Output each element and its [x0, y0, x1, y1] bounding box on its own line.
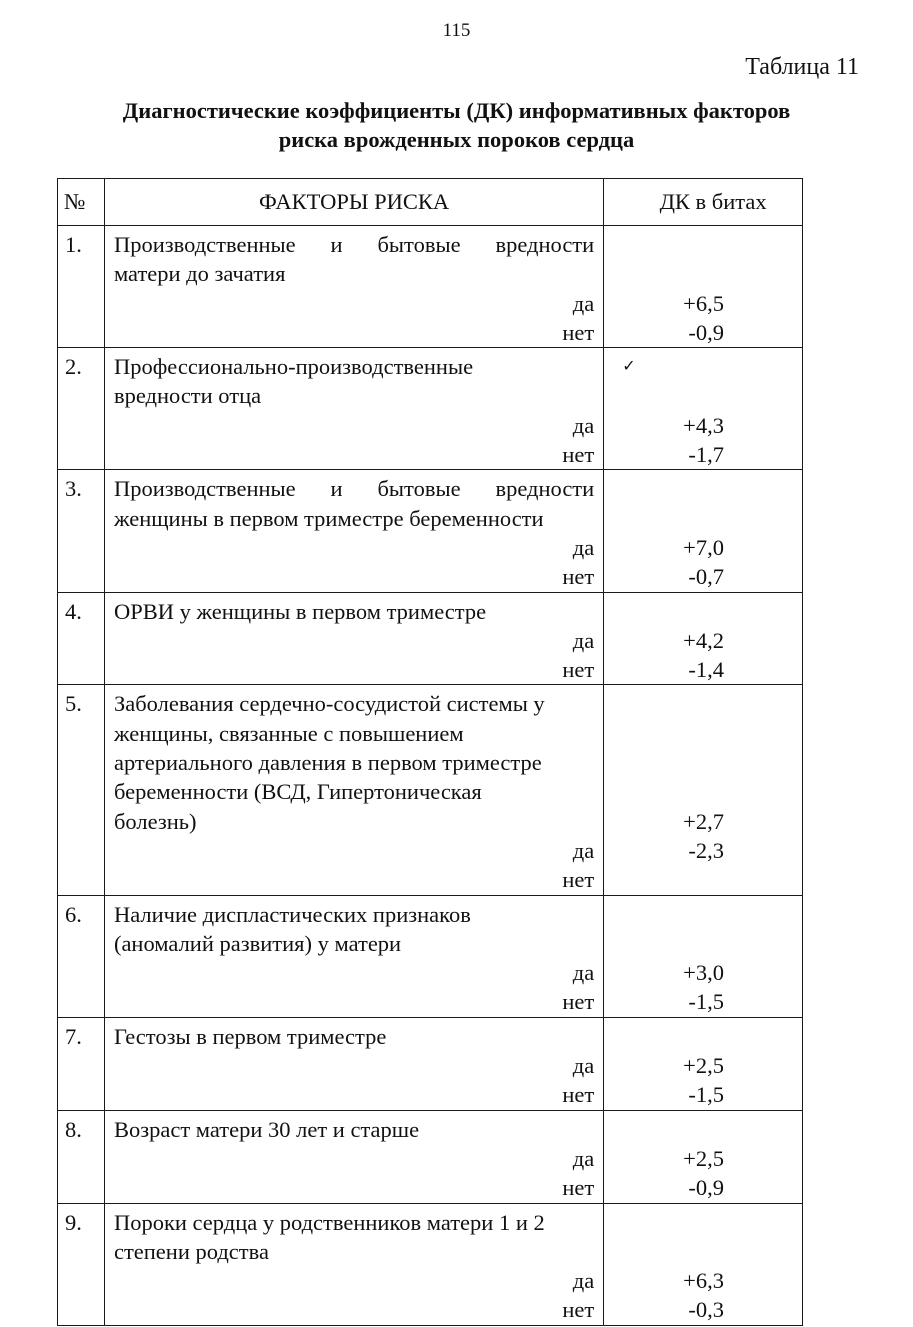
dk-yes-value: +4,2: [683, 627, 724, 653]
table-row: [58, 592, 803, 685]
risk-factor-text-line: Пороки сердца у родственников матери 1 и 2: [113, 1209, 545, 1235]
answer-yes-label: да: [572, 1053, 595, 1079]
cell-spacer: [604, 1208, 724, 1237]
risk-factor-cell: [104, 226, 603, 348]
cell-spacer: [604, 719, 724, 748]
dk-yes-value: +6,5: [683, 290, 724, 316]
dk-value-cell: [604, 1203, 803, 1325]
dk-yes-value: +2,7: [683, 808, 724, 834]
risk-factor-text-line: Возраст матери 30 лет и старше: [113, 1116, 420, 1142]
cell-spacer: [604, 900, 724, 929]
answer-yes-label: да: [572, 1268, 595, 1294]
risk-factor-text-line: степени родства: [113, 1238, 269, 1264]
risk-factor-text-line: Наличие диспластических признаков: [113, 901, 471, 927]
risk-factor-cell: [104, 1017, 603, 1110]
cell-spacer: [604, 1237, 724, 1266]
column-header-dk: ДК в битах: [604, 179, 803, 226]
dk-value-cell: [604, 348, 803, 470]
cell-spacer: [604, 929, 724, 958]
cell-spacer: [604, 381, 724, 410]
table-row: [58, 1203, 803, 1325]
risk-factor-cell: [104, 1203, 603, 1325]
answer-yes-label: да: [572, 960, 595, 986]
answer-yes-label: да: [572, 412, 595, 438]
cell-spacer: [604, 259, 724, 288]
dk-no-value: -0,9: [688, 1175, 724, 1201]
risk-factor-cell: [104, 470, 603, 592]
risk-factors-table: [57, 178, 803, 1326]
answer-yes-label: да: [572, 534, 595, 560]
row-number: 4.: [58, 592, 105, 685]
risk-factor-cell: [104, 592, 603, 685]
risk-factor-cell: [104, 1110, 603, 1203]
dk-no-value: -1,5: [688, 989, 724, 1015]
dk-no-value: -0,3: [688, 1297, 724, 1323]
check-mark-icon: ✓: [622, 358, 636, 376]
row-number: 9.: [58, 1203, 105, 1325]
risk-factor-text-line: Гестозы в первом триместре: [113, 1023, 387, 1049]
answer-no-label: нет: [562, 867, 595, 893]
cell-spacer: [604, 230, 724, 259]
row-number: 2.: [58, 348, 105, 470]
dk-no-value: -0,7: [688, 564, 724, 590]
table-body: [58, 226, 803, 1326]
cell-spacer: [604, 1022, 724, 1051]
table-row: [58, 226, 803, 348]
risk-factor-text-line: беременности (ВСД, Гипертоническая: [113, 779, 482, 805]
dk-value-cell: [604, 1017, 803, 1110]
dk-value-cell: [604, 1110, 803, 1203]
answer-no-label: нет: [562, 319, 595, 345]
dk-no-value: -2,3: [688, 837, 724, 863]
risk-factor-text-line: (аномалий развития) у матери: [113, 930, 402, 956]
answer-no-label: нет: [562, 657, 595, 683]
risk-factor-text-line: артериального давления в первом триместре: [113, 750, 542, 776]
dk-no-value: -1,7: [688, 442, 724, 468]
table-row: [58, 1017, 803, 1110]
table-row: [58, 895, 803, 1017]
risk-factor-text-line: Профессионально-производственные: [113, 354, 474, 380]
risk-factor-text-line: ОРВИ у женщины в первом триместре: [113, 598, 487, 624]
risk-factor-text-line: Производственные и бытовые вредности: [113, 232, 595, 257]
dk-yes-value: +3,0: [683, 960, 724, 986]
answer-yes-label: да: [572, 627, 595, 653]
answer-no-label: нет: [562, 989, 595, 1015]
dk-no-value: -1,4: [688, 657, 724, 683]
risk-factor-text-line: вредности отца: [113, 383, 262, 409]
title-line-2: риска врожденных пороков сердца: [278, 127, 635, 152]
document-title: [0, 96, 913, 154]
dk-value-cell: [604, 895, 803, 1017]
risk-factor-cell: [104, 895, 603, 1017]
dk-yes-value: +2,5: [683, 1145, 724, 1171]
table-header-row: [58, 179, 803, 226]
table-row: [58, 685, 803, 895]
row-number: 3.: [58, 470, 105, 592]
dk-no-value: -1,5: [688, 1082, 724, 1108]
dk-yes-value: +4,3: [683, 412, 724, 438]
dk-yes-value: +6,3: [683, 1268, 724, 1294]
dk-value-cell: [604, 592, 803, 685]
risk-factor-text-line: Производственные и бытовые вредности: [113, 476, 595, 502]
row-number: 6.: [58, 895, 105, 1017]
row-number: 5.: [58, 685, 105, 895]
answer-yes-label: да: [572, 290, 595, 316]
cell-spacer: [604, 474, 724, 503]
risk-factor-cell: [104, 348, 603, 470]
dk-value-cell: [604, 226, 803, 348]
risk-factor-text-line: женщины, связанные с повышением: [113, 720, 464, 746]
risk-factor-cell: [104, 685, 603, 895]
cell-spacer: [604, 777, 724, 806]
cell-spacer: [604, 597, 724, 626]
dk-yes-value: +7,0: [683, 534, 724, 560]
risk-factor-text-line: женщины в первом триместре беременности: [113, 505, 544, 531]
table-label: Таблица 11: [745, 54, 859, 80]
title-line-1: Диагностические коэффициенты (ДК) информативных факторов: [122, 98, 791, 123]
answer-no-label: нет: [562, 1175, 595, 1201]
risk-factor-text-line: Заболевания сердечно-сосудистой системы у: [113, 691, 545, 717]
row-number: 8.: [58, 1110, 105, 1203]
cell-spacer: [604, 689, 724, 718]
answer-yes-label: да: [572, 837, 595, 863]
cell-spacer: [604, 748, 724, 777]
row-number: 1.: [58, 226, 105, 348]
dk-no-value: -0,9: [688, 319, 724, 345]
dk-value-cell: [604, 470, 803, 592]
page-number: 115: [442, 20, 471, 41]
row-number: 7.: [58, 1017, 105, 1110]
table-row: [58, 348, 803, 470]
risk-factor-text-line: болезнь): [113, 808, 197, 834]
cell-spacer: [604, 504, 724, 533]
answer-no-label: нет: [562, 1082, 595, 1108]
column-header-factor: ФАКТОРЫ РИСКА: [104, 179, 603, 226]
answer-no-label: нет: [562, 564, 595, 590]
answer-no-label: нет: [562, 442, 595, 468]
dk-yes-value: +2,5: [683, 1053, 724, 1079]
answer-yes-label: да: [572, 1145, 595, 1171]
column-header-number: №: [58, 179, 105, 226]
table-row: [58, 1110, 803, 1203]
dk-value-cell: [604, 685, 803, 895]
risk-factor-text-line: матери до зачатия: [113, 261, 286, 287]
answer-no-label: нет: [562, 1297, 595, 1323]
table-row: [58, 470, 803, 592]
cell-spacer: [604, 1115, 724, 1144]
